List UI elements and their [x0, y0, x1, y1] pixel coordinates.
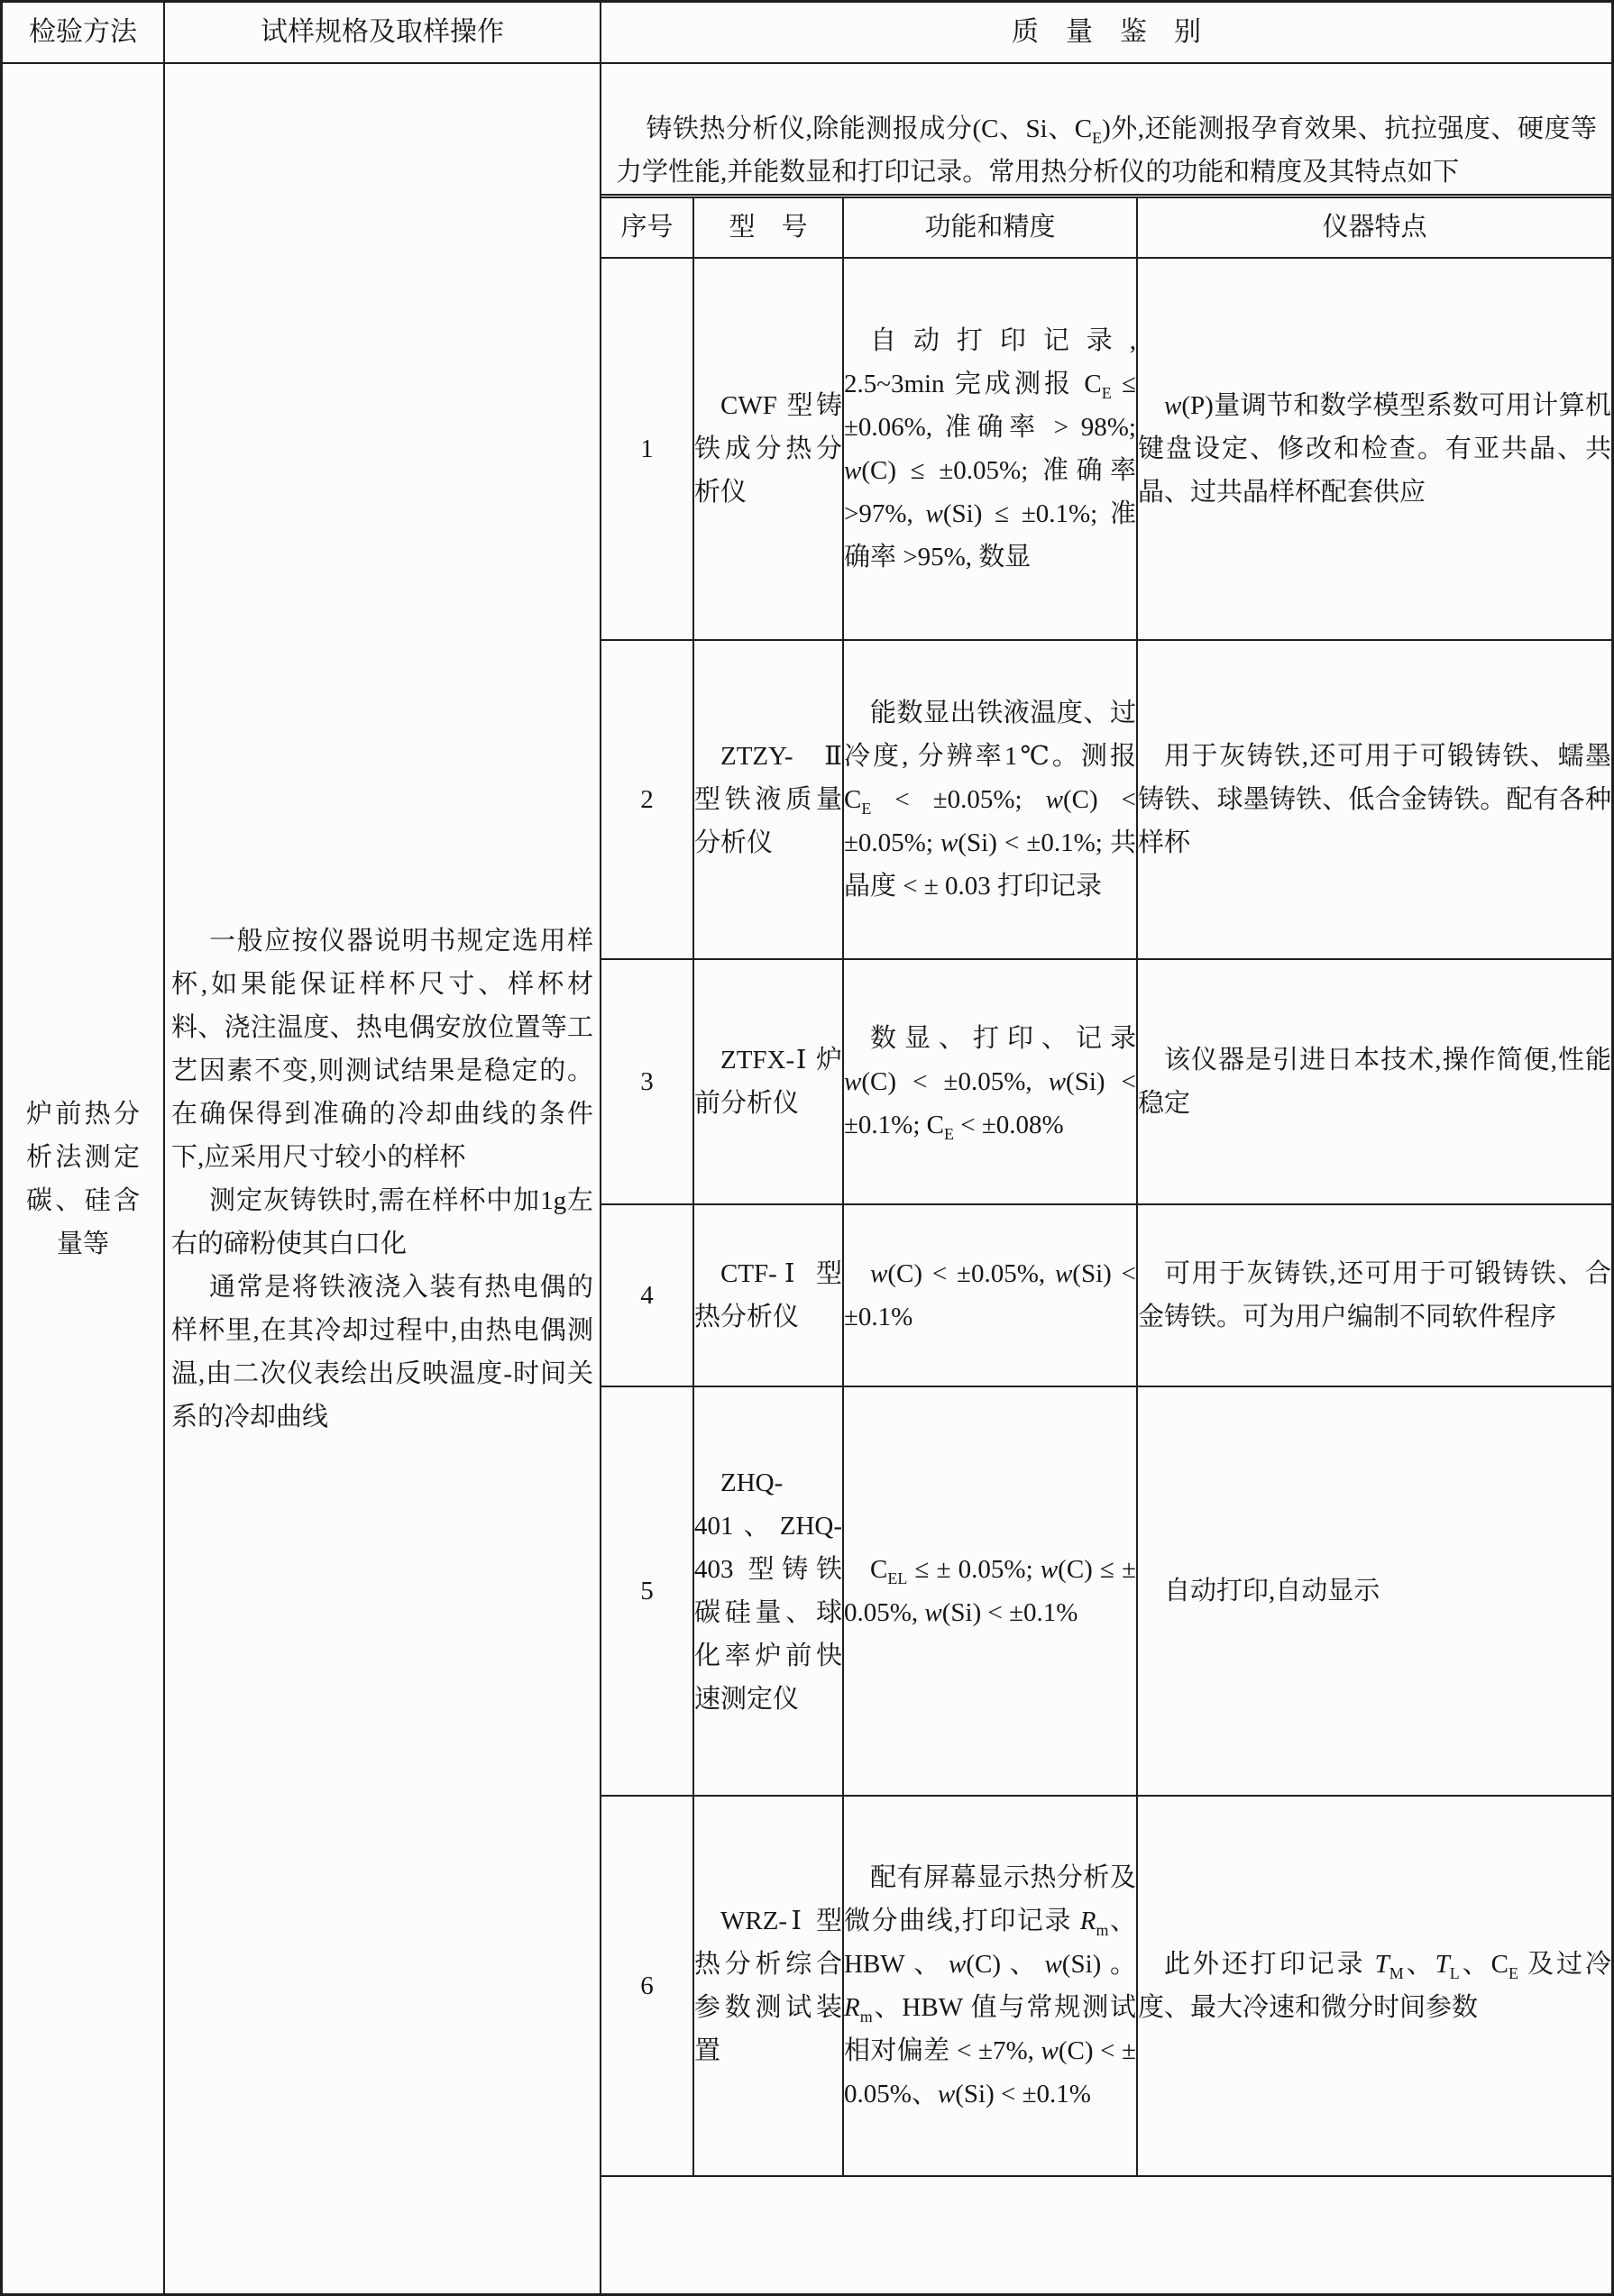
quality-identification-cell	[601, 64, 1611, 2293]
serial-cell: 6	[601, 1796, 693, 2176]
sample-spec-paragraph-1: 一般应按仪器说明书规定选用样杯,如果能保证样杯尺寸、样杯材料、浇注温度、热电偶安放位置等工艺因素不变,则测试结果是稳定的。在确保得到准确的冷却曲线的条件下,应采用尺寸较小的样杯	[171, 926, 593, 1172]
quality-intro-paragraph: 铸铁热分析仪,除能测报成分(C、Si、$C_E$)外,还能测报孕育效果、抗拉强度、硬度等力学性能,并能数显和打印记录。常用热分析仪的功能和精度及其特点如下	[616, 114, 1597, 187]
instrument-row	[601, 959, 1611, 1204]
serial-cell: 3	[601, 959, 693, 1204]
instrument-row	[601, 1796, 1611, 2176]
col-header-model: 型 号	[693, 197, 843, 258]
function-cell: 自动打印记录, 2.5~3min 完成测报 $C_E \le \pm 0.06\%$, 准确率 > 98%; w(C) ≤ ±0.05%; 准确率 >97%, w(Si) ≤ ±0.1%; 准确率 >95%, 数显	[843, 258, 1137, 640]
serial-cell: 5	[601, 1386, 693, 1796]
function-cell: 能数显出铁液温度、过冷度, 分辨率1℃。测报 $C_E < \pm 0.05\%$; w(C) < ±0.05%; w(Si) < ±0.1%; 共晶度 < ± 0.03 打印记录	[843, 640, 1137, 959]
function-cell: $C_{EL}$ ≤ ± 0.05%; w(C) ≤ ± 0.05%, w(Si) < ±0.1%	[843, 1386, 1137, 1796]
header-inspection-method: 检验方法	[3, 3, 165, 62]
model-cell: CTF-Ⅰ 型热分析仪	[693, 1204, 843, 1386]
feature-cell: w(P)量调节和数学模型系数可用计算机键盘设定、修改和检查。有亚共晶、共晶、过共晶样杯配套供应	[1137, 258, 1611, 640]
feature-cell: 自动打印,自动显示	[1137, 1386, 1611, 1796]
model-cell: ZHQ-401、ZHQ-403 型铸铁碳硅量、球化率炉前快速测定仪	[693, 1386, 843, 1796]
header-quality-identification: 质 量 鉴 别	[1012, 17, 1201, 47]
model-cell: CWF 型铸铁成分热分析仪	[693, 258, 843, 640]
serial-cell: 2	[601, 640, 693, 959]
serial-cell: 1	[601, 258, 693, 640]
feature-cell: 可用于灰铸铁,还可用于可锻铸铁、合金铸铁。可为用户编制不同软件程序	[1137, 1204, 1611, 1386]
instrument-row	[601, 258, 1611, 640]
col-header-instrument-features: 仪器特点	[1137, 197, 1611, 258]
sample-spec-cell	[165, 64, 601, 2293]
header-sample-spec: 试样规格及取样操作	[165, 3, 601, 62]
sample-spec-paragraph-2: 测定灰铸铁时,需在样杯中加1g左右的碲粉使其白口化	[171, 1185, 593, 1258]
sample-spec-paragraph-3: 通常是将铁液浇入装有热电偶的样杯里,在其冷却过程中,由热电偶测温,由二次仪表绘出反映温度-时间关系的冷却曲线	[171, 1272, 593, 1432]
feature-cell: 此外还打印记录 $T_M$、$T_L$、$C_E$ 及过冷度、最大冷速和微分时间参数	[1137, 1796, 1611, 2176]
inspection-method-text: 炉前热分析法测定碳、硅含量等	[26, 1099, 140, 1258]
instrument-row	[601, 640, 1611, 959]
instrument-table	[601, 194, 1611, 2177]
function-cell: 数显、打印、记录 w(C) < ±0.05%, w(Si) < ±0.1%; $C_E < \pm 0.08\%$	[843, 959, 1137, 1204]
inspection-method-cell	[3, 64, 165, 2293]
model-cell: ZTZY-Ⅱ 型铁液质量分析仪	[693, 640, 843, 959]
instrument-row	[601, 1204, 1611, 1386]
function-cell: w(C) < ±0.05%, w(Si) < ±0.1%	[843, 1204, 1137, 1386]
col-header-serial: 序号	[620, 213, 674, 242]
function-cell: 配有屏幕显示热分析及微分曲线,打印记录 $R_m$、HBW、w(C)、w(Si)。$R_m$、HBW 值与常规测试相对偏差 < ±7%, w(C) < ± 0.05%、w(Si) < ±0.1%	[843, 1796, 1137, 2176]
col-header-function-precision: 功能和精度	[843, 197, 1137, 258]
table-header-row	[3, 3, 1611, 64]
model-cell: ZTFX-Ⅰ 炉前分析仪	[693, 959, 843, 1204]
feature-cell: 用于灰铸铁,还可用于可锻铸铁、蠕墨铸铁、球墨铸铁、低合金铸铁。配有各种样杯	[1137, 640, 1611, 959]
instrument-row	[601, 1386, 1611, 1796]
table-body-row	[3, 64, 1611, 2293]
feature-cell: 该仪器是引进日本技术,操作简便,性能稳定	[1137, 959, 1611, 1204]
serial-cell: 4	[601, 1204, 693, 1386]
instrument-table-header-row	[601, 197, 1611, 258]
model-cell: WRZ-Ⅰ 型热分析综合参数测试装置	[693, 1796, 843, 2176]
